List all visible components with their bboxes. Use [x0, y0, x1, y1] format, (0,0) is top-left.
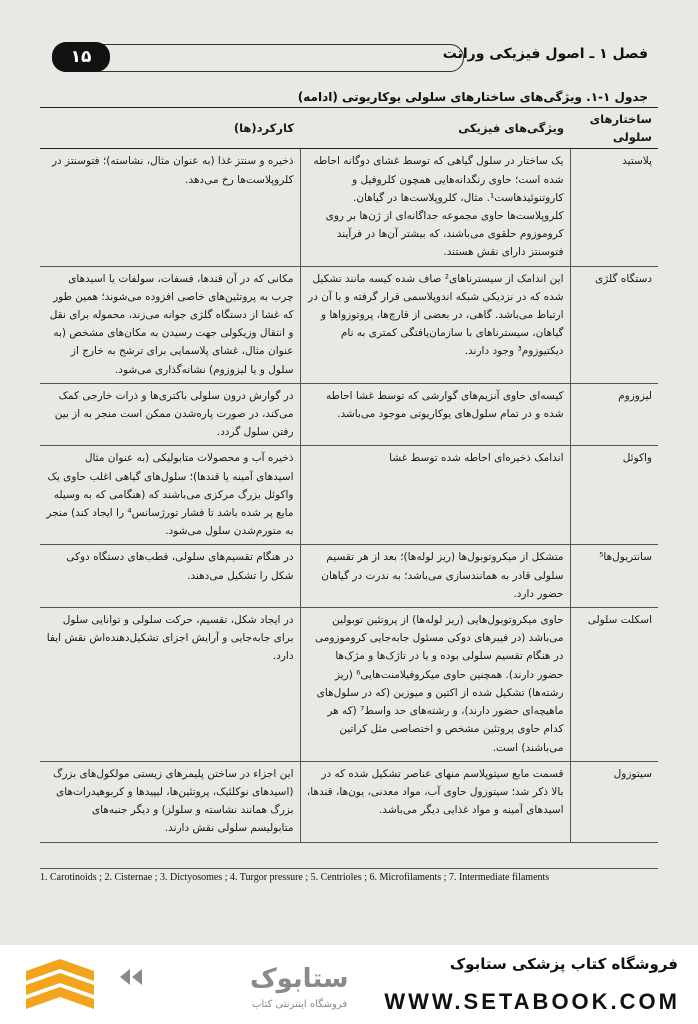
structure-cell: سیتوزول: [570, 761, 658, 842]
functions-cell: در ایجاد شکل، تقسیم، حرکت سلولی و توانایی سلول برای جابه‌جایی و آرایش اجزای تشکیل‌دهنده‌اش نقش ایفا دارد.: [40, 608, 300, 762]
features-cell: کیسه‌ای حاوی آنزیم‌های گوارشی که توسط غشا احاطه شده و در تمام سلول‌های یوکاریوتی موجود می‌باشد.: [300, 383, 570, 446]
table-row: [40, 446, 658, 545]
table-header-row: [40, 108, 658, 149]
store-name: فروشگاه کتاب پزشکی ستابوک: [449, 955, 678, 973]
structure-cell: اسکلت سلولی: [570, 608, 658, 762]
table-row: [40, 149, 658, 266]
table-row: [40, 383, 658, 446]
features-cell: قسمت مایع سیتوپلاسم منهای عناصر تشکیل شده که در بالا ذکر شد؛ سیتوزول حاوی آب، مواد معدنی، یون‌ها، قندها، اسیدهای آمینه و مواد غذایی دیگر می‌باشد.: [300, 761, 570, 842]
table-row: [40, 545, 658, 608]
functions-cell: ذخیره و سنتز غذا (به عنوان مثال، نشاسته)؛ فتوسنتز در کلروپلاست‌ها رخ می‌دهد.: [40, 149, 300, 266]
features-cell: حاوی میکروتوبول‌هایی (ریز لوله‌ها) از پروتئین توبولین می‌باشد (در فیبرهای دوکی مسئول جابه‌جایی کروموزومی در هنگام تقسیم سلولی بوده و یا در تاژک‌ها و مژک‌ها حضور دارند). همچنین حاوی میکروفیلامنت‌هایی⁶ (ریز رشته‌ها) تشکیل شده از اکتین و میوزین (که در سلول‌های ماهیچه‌ای حضور دارند)، و رشته‌های حد واسط⁷ (که هر کدام حاوی پروتئین مشخص و اختصاصی مثل کراتین می‌باشند) است.: [300, 608, 570, 762]
table-title: جدول ۱-۱. ویژگی‌های ساختارهای سلولی یوکاریوتی (ادامه): [297, 90, 648, 104]
chapter-title: فصل ۱ ـ اصول فیزیکی وراثت: [442, 46, 648, 62]
page-number: ۱۵: [52, 42, 110, 72]
table-row: [40, 266, 658, 383]
table-row: [40, 608, 658, 762]
features-cell: این اندامک از سیسترناهای² صاف شده کیسه مانند تشکیل شده که در نزدیکی شبکه اندوپلاسمی قرار گرفته و با آن در ارتباط می‌باشد. گاهی، در بعضی از قارچ‌ها، پروتوزواها و گیاهان، سیسترناهای با سازمان‌یافتگی کمتری به نام دیکتیوزوم³ وجود دارند.: [300, 266, 570, 383]
functions-cell: ذخیره آب و محصولات متابولیکی (به عنوان مثال اسیدهای آمینه یا قندها)؛ سلول‌های گیاهی اغلب حاوی یک واکوئل بزرگ مرکزی می‌باشند که (هنگامی که به وسیله مایع پر شده باشد تا فشار تورژسانس⁴ را ایجاد کند) منجر به متورم‌شدن سلول می‌شود.: [40, 446, 300, 545]
functions-cell: مکانی که در آن قندها، فسفات، سولفات یا اسیدهای چرب به پروتئین‌های خاصی افزوده می‌شوند؛ همین طور که غشا از دستگاه گلژی جوانه می‌زند، محموله برای نقل و انتقال وزیکولی جهت رسیدن به مکان‌های مشخص (به عنوان مثال، غشای پلاسمایی برای ترشح به خارج از سلول و یا لیزوزوم) نشانه‌گذاری می‌شود.: [40, 266, 300, 383]
structure-cell: سانتریول‌ها⁵: [570, 545, 658, 608]
store-url[interactable]: WWW.SETABOOK.COM: [384, 989, 680, 1014]
structure-cell: دستگاه گلژی: [570, 266, 658, 383]
structure-cell: پلاستید: [570, 149, 658, 266]
column-header-functions: کارکرد(ها): [40, 108, 300, 149]
functions-cell: در گوارش درون سلولی باکتری‌ها و ذرات خارجی کمک می‌کند، در صورت پاره‌شدن ممکن است منجر به از بین رفتن سلول گردد.: [40, 383, 300, 446]
functions-cell: این اجزاء در ساختن پلیمرهای زیستی مولکول‌های بزرگ (اسیدهای نوکلئیک، پروتئین‌ها، لیپیدها و کربوهیدرات‌های بزرگ همانند نشاسته و سلولز) و دیگر جنبه‌های متابولیسم سلولی نقش دارند.: [40, 761, 300, 842]
features-cell: اندامک ذخیره‌ای احاطه شده توسط غشا: [300, 446, 570, 545]
svg-text:ستابوک: ستابوک: [250, 964, 349, 994]
footnotes: 1. Carotinoids ; 2. Cisternae ; 3. Dictyosomes ; 4. Turgor pressure ; 5. Centrioles ; 6. Microfilaments ; 7. Intermediate filaments: [40, 868, 658, 883]
structure-cell: واکوئل: [570, 446, 658, 545]
column-header-structure: ساختارهای سلولی: [570, 108, 658, 149]
column-header-features: ویژگی‌های فیزیکی: [300, 108, 570, 149]
store-banner: [0, 945, 698, 1024]
cell-structures-table: [40, 107, 658, 843]
features-cell: یک ساختار در سلول گیاهی که توسط غشای دوگانه احاطه شده است؛ حاوی رنگدانه‌هایی همچون کلروفیل و کاروتنوئیدهاست¹. مثال، کلروپلاست‌ها در گیاهان. کلروپلاست‌ها حاوی مجموعه جداگانه‌ای از ژن‌ها بر روی کروموزوم حلقوی می‌باشند، که بیشتر آن‌ها در فرآیند فتوسنتز دارای نقش هستند.: [300, 149, 570, 266]
structure-cell: لیزوزوم: [570, 383, 658, 446]
table-row: [40, 761, 658, 842]
setabook-logo: [20, 953, 349, 1015]
svg-text:فروشگاه اینترنتی کتاب: فروشگاه اینترنتی کتاب: [252, 999, 348, 1010]
features-cell: متشکل از میکروتوبول‌ها (ریز لوله‌ها)؛ بعد از هر تقسیم سلولی قادر به همانندسازی می‌باشد؛ به ندرت در گیاهان حضور دارد.: [300, 545, 570, 608]
functions-cell: در هنگام تقسیم‌های سلولی، قطب‌های دستگاه دوکی شکل را تشکیل می‌دهند.: [40, 545, 300, 608]
